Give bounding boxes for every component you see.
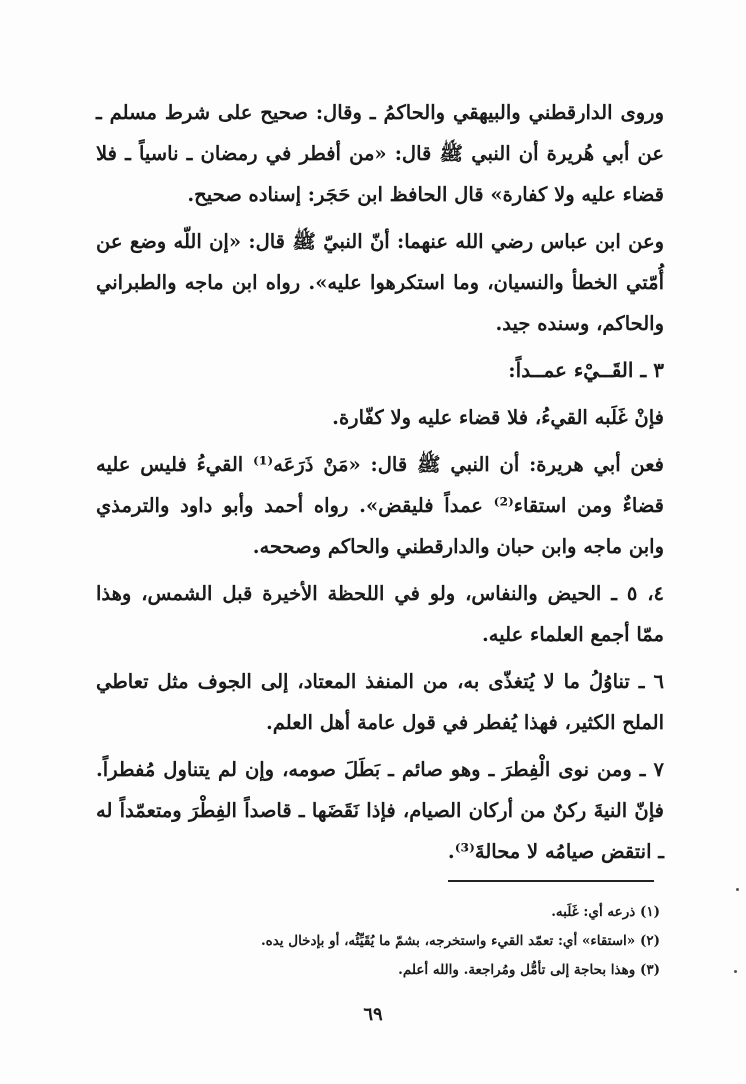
section-heading-vomiting: ٣ ـ القَــيْء عمــداً: [508, 358, 664, 382]
paragraph-5: ٤، ٥ ـ الحيض والنفاس، ولو في اللحظة الأخيرة قبل الشمس، وهذا ممّا أجمع العلماء عليه. [96, 582, 664, 646]
paragraph-7: ٧ ـ ومن نوى الْفِطرَ ـ وهو صائم ـ بَطَلَ صومه، وإن لم يتناول مُفطراً. فإنّ النيةَ ركنٌ من أركان الصيام، فإذا نَقَضَها ـ قاصداً الفِطْرَ ومتعمّداً له ـ انتقض صيامُه لا محالةَ⁽³⁾. [96, 758, 664, 863]
paragraph-2: وعن ابن عباس رضي الله عنهما: أنّ النبيّ ﷺ قال: «إن اللّه وضع عن أُمّتي الخطأ والنسيان، وما استكرهوا عليه». رواه ابن ماجه والطبراني والحاكم، وسنده جيد. [96, 230, 664, 335]
footnote-divider [448, 880, 654, 882]
main-text [96, 92, 664, 878]
page-number: ٦٩ [363, 1004, 383, 1025]
scan-speck [734, 970, 737, 973]
paragraph-6: ٦ ـ تناوُلُ ما لا يُتغذّى به، من المنفذ المعتاد، إلى الجوف مثل تعاطي الملح الكثير، فهذا يُفطر في قول عامة أهل العلم. [96, 670, 664, 734]
footnote-3: (٣) وهذا بحاجة إلى تأمُّل ومُراجعة. والله أعلم. [398, 962, 660, 978]
paragraph-4: فعن أبي هريرة: أن النبي ﷺ قال: «مَنْ ذَرَعَه⁽¹⁾ القيءُ فليس عليه قضاءٌ ومن استقاء⁽²⁾ عمداً فليقض». رواه أحمد وأبو داود والترمذي وابن ماجه وابن حبان والدارقطني والحاكم وصححه. [96, 453, 665, 558]
footnote-1: (١) ذرعه أي: غَلَبه. [551, 904, 660, 920]
paragraph-3: فإنْ غَلَبه القيءُ، فلا قضاء عليه ولا كفّارة. [332, 406, 664, 429]
paragraph-1: وروى الدارقطني والبيهقي والحاكمُ ـ وقال: صحيح على شرط مسلم ـ عن أبي هُريرة أن النبي ﷺ قال: «من أفطر في رمضان ـ ناسياً ـ فلا قضاء عليه ولا كفارة» قال الحافظ ابن حَجَر: إسناده صحيح. [96, 101, 664, 206]
footnote-2: (٢) «استقاء» أي: تعمّد القيء واستخرجه، بشمّ ما يُقَيِّئُه، أو بإدخال يده. [260, 933, 660, 949]
scan-speck [736, 888, 739, 891]
footnotes [120, 898, 660, 985]
